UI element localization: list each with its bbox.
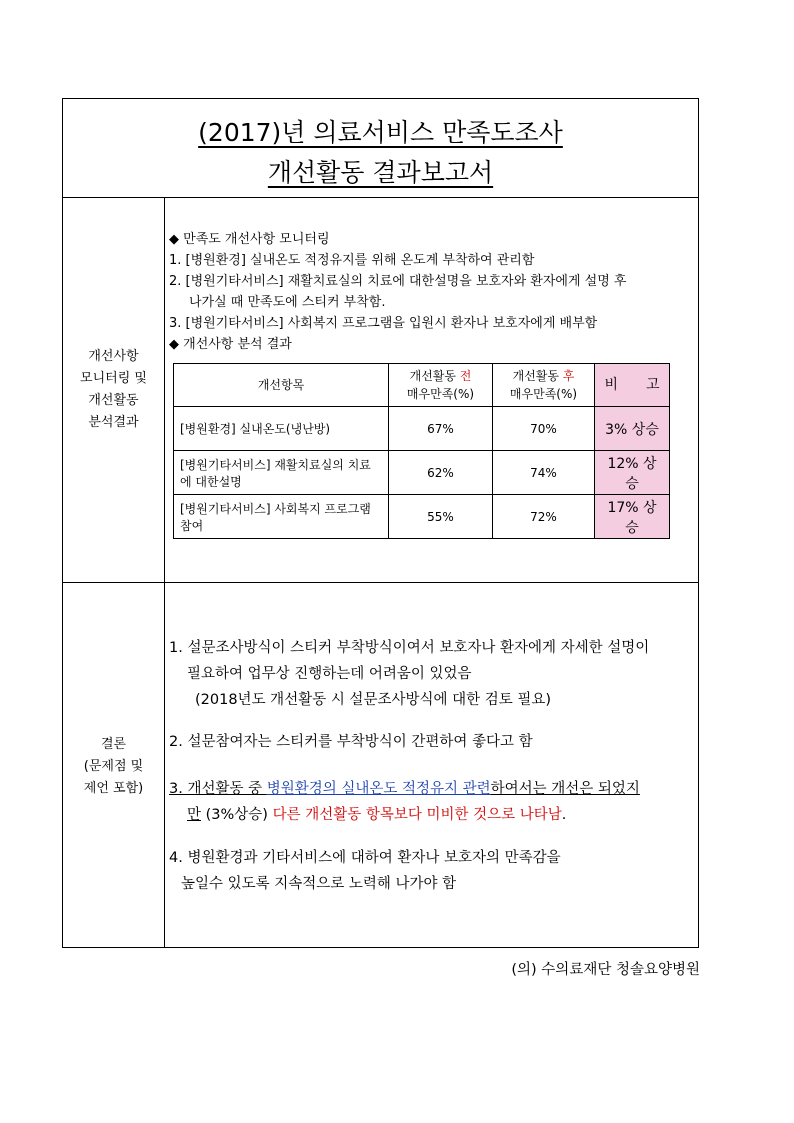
section2-label: 결론 (문제점 및 제언 포함): [83, 737, 144, 796]
hospital-name: (의) 수의료재단 청솔요양병원: [511, 962, 700, 978]
cell-after: 72%: [493, 495, 595, 539]
conclusion-item-4: 4. 병원환경과 기타서비스에 대하여 환자나 보호자의 만족감을 높일수 있도록 지속적으로 노력해 나가야 함: [169, 850, 561, 892]
cell-item: [병원환경] 실내온도(냉난방): [174, 407, 389, 451]
cell-item: [병원기타서비스] 사회복지 프로그램 참여: [174, 495, 389, 539]
col-header-note: 비 고: [595, 364, 670, 407]
report-frame: [62, 98, 699, 948]
cell-after: 70%: [493, 407, 595, 451]
cell-before: 55%: [389, 495, 493, 539]
analysis-heading: ◆ 개선사항 분석 결과: [169, 337, 292, 352]
list-item: 2. [병원기타서비스] 재활치료실의 치료에 대한설명을 보호자와 환자에게 설명 후: [169, 274, 627, 289]
cell-note: 3% 상승: [595, 407, 670, 451]
report-title-line1: (2017)년 의료서비스 만족도조사: [198, 118, 563, 147]
divider: [63, 582, 698, 583]
conclusion-item-2: 2. 설문참여자는 스티커를 부착방식이 간편하여 좋다고 함: [169, 734, 533, 750]
cell-before: 67%: [389, 407, 493, 451]
monitoring-heading: ◆ 만족도 개선사항 모니터링: [169, 232, 330, 247]
improvement-table: [173, 363, 670, 539]
cell-note: 17% 상승: [595, 495, 670, 539]
table-row: [174, 451, 670, 495]
divider: [63, 197, 698, 198]
cell-after: 74%: [493, 451, 595, 495]
conclusion-item-1: 1. 설문조사방식이 스티커 부착방식이여서 보호자나 환자에게 자세한 설명이 필요하여 업무상 진행하는데 어려움이 있었음 (2018년도 개선활동 시 설문조사방식에 대한 검토 필요): [169, 640, 650, 708]
table-header-row: [174, 364, 670, 407]
report-title-line2: 개선활동 결과보고서: [267, 158, 494, 187]
col-header-before: 개선활동 전 매우만족(%): [389, 364, 493, 407]
cell-item: [병원기타서비스] 재활치료실의 치료에 대한설명: [174, 451, 389, 495]
col-header-after: 개선활동 후 매우만족(%): [493, 364, 595, 407]
conclusion-item-3: 3. 개선활동 중 병원환경의 실내온도 적정유지 관련하여서는 개선은 되었지 만 (3%상승) 다른 개선활동 항목보다 미비한 것으로 나타남.: [169, 781, 640, 823]
monitoring-list: [169, 229, 690, 355]
cell-before: 62%: [389, 451, 493, 495]
divider: [164, 582, 165, 948]
list-item: 3. [병원기타서비스] 사회복지 프로그램을 입원시 환자나 보호자에게 배부함: [169, 316, 598, 331]
col-header-item: 개선항목: [174, 364, 389, 407]
list-item: 나가실 때 만족도에 스티커 부착함.: [189, 295, 386, 310]
cell-note: 12% 상승: [595, 451, 670, 495]
table-row: [174, 407, 670, 451]
list-item: 1. [병원환경] 실내온도 적정유지를 위해 온도계 부착하여 관리함: [169, 253, 535, 268]
section1-label: 개선사항 모니터링 및 개선활동 분석결과: [80, 349, 147, 430]
table-row: [174, 495, 670, 539]
divider: [164, 197, 165, 582]
